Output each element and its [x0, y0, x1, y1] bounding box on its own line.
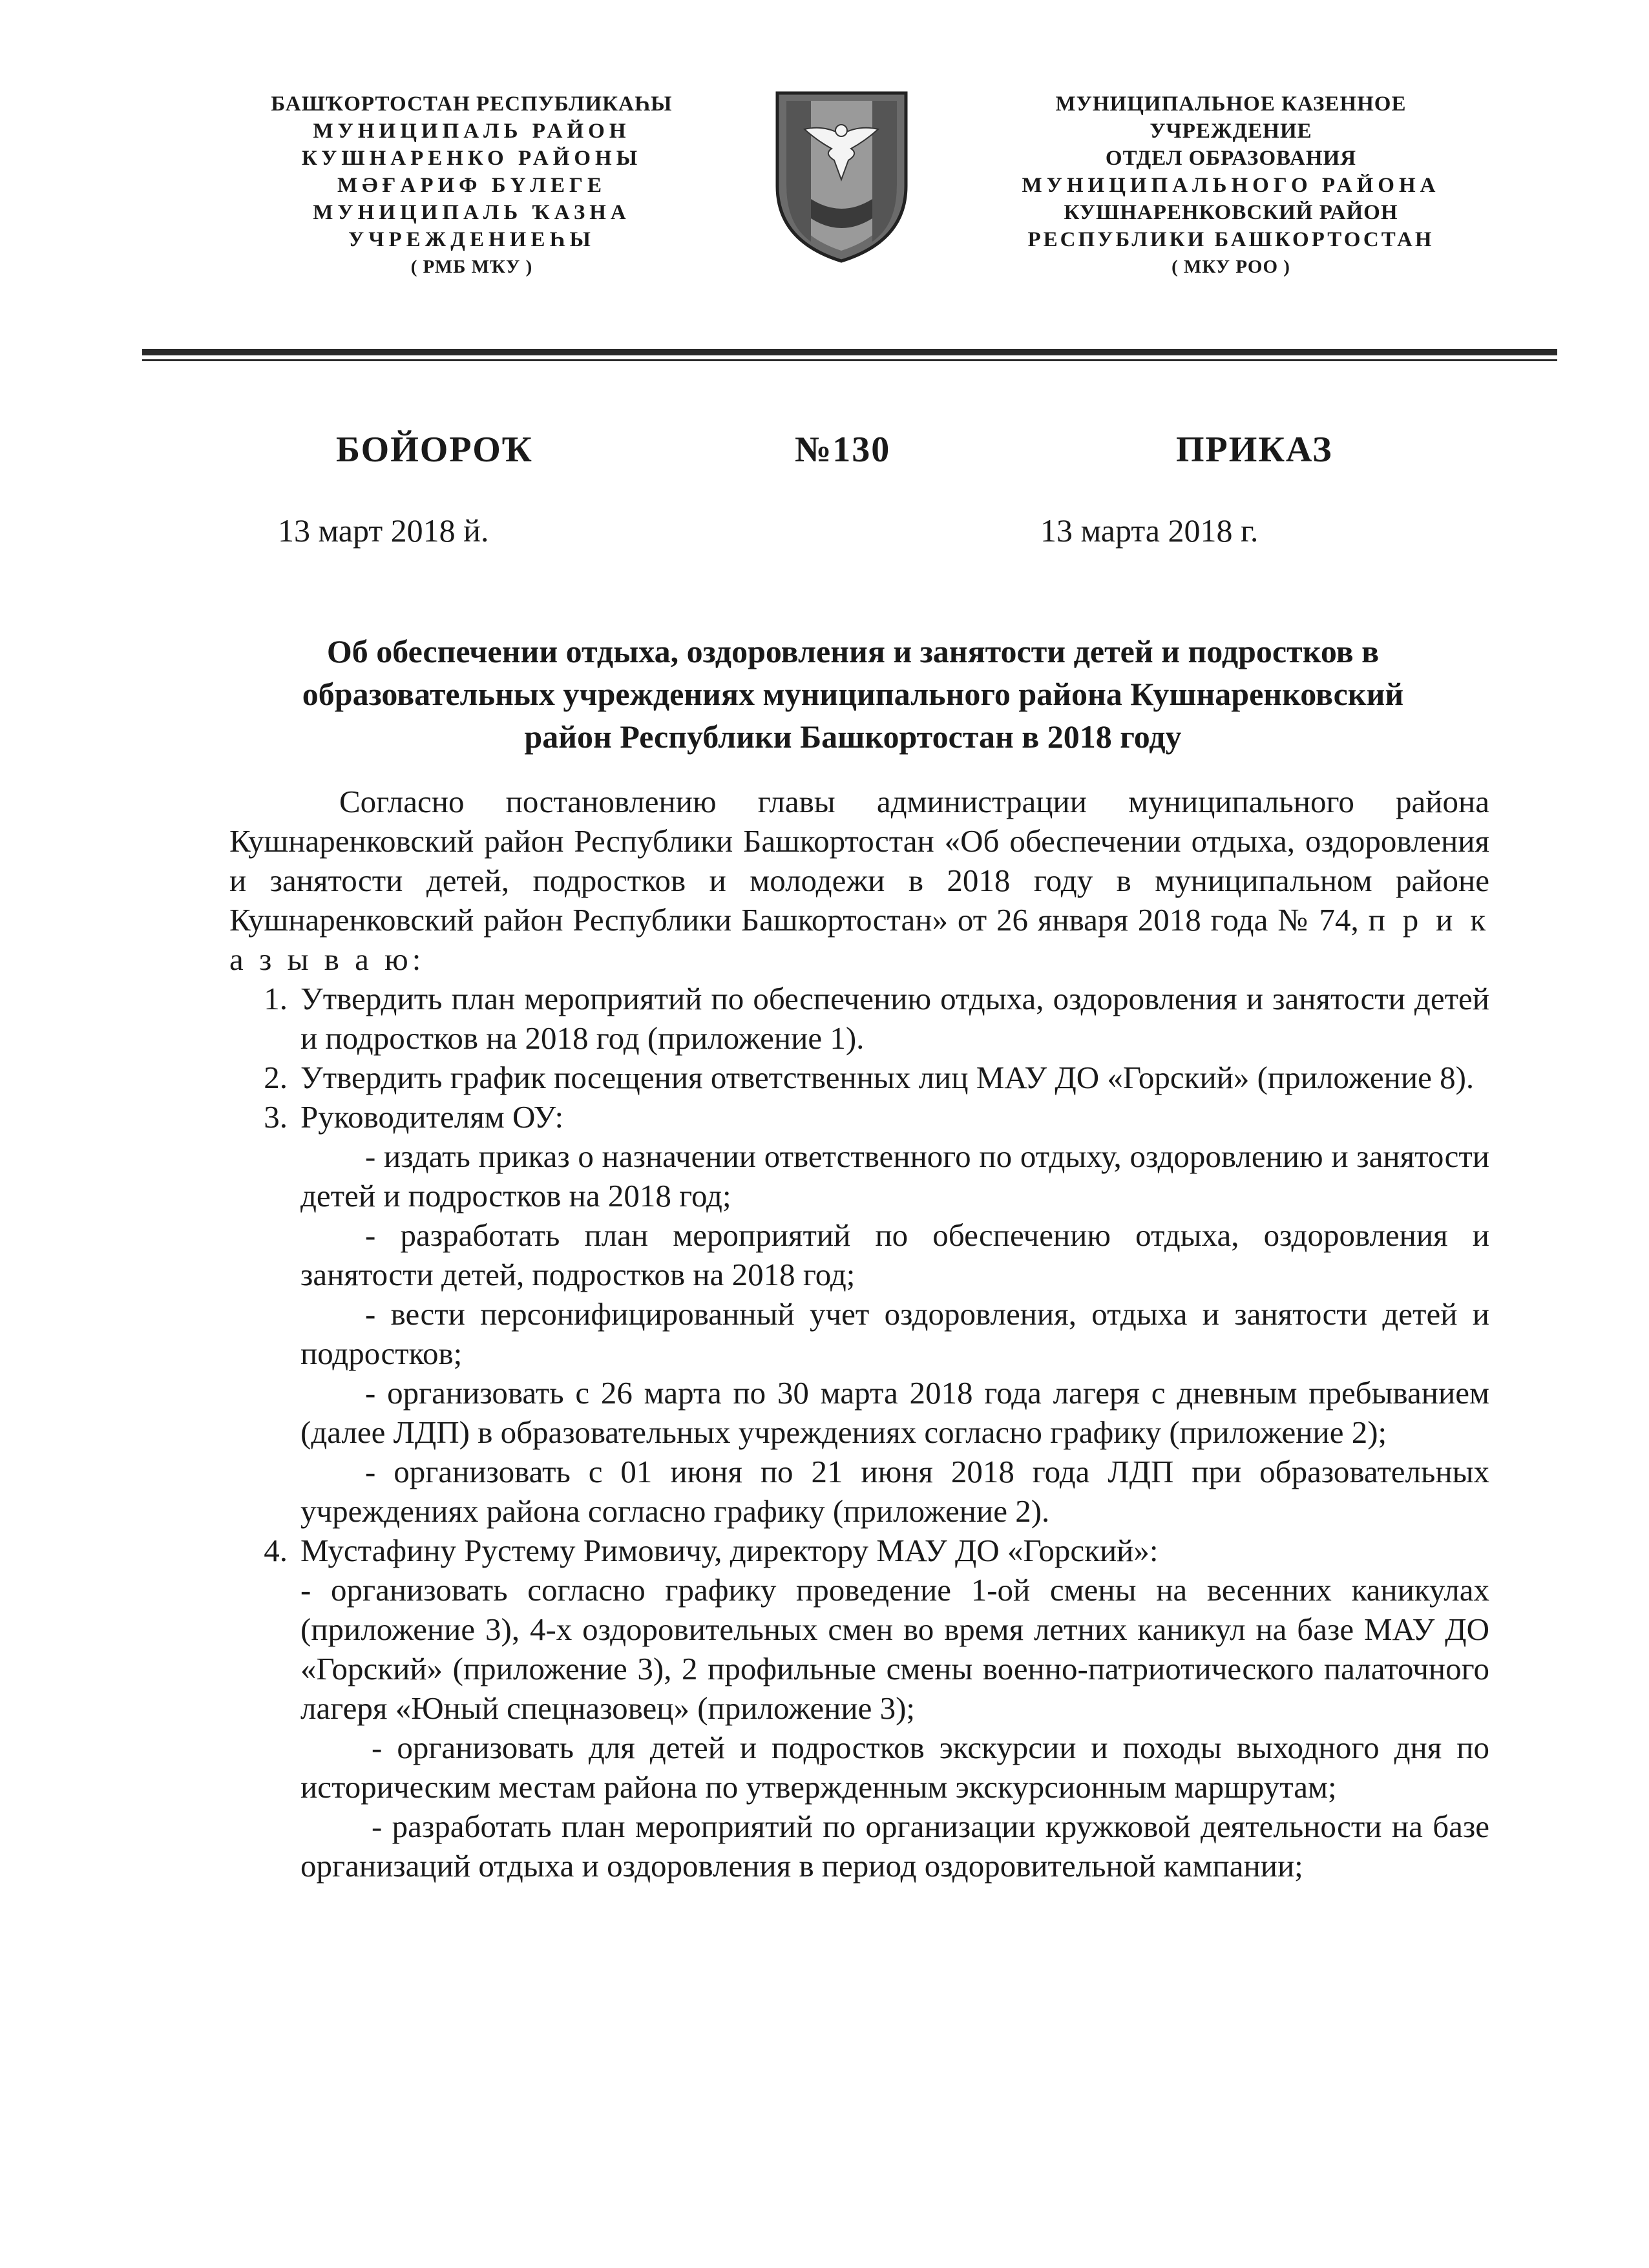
order-title-russian: ПРИКАЗ: [1176, 430, 1333, 470]
header-left-line: КУШНАРЕНКО РАЙОНЫ: [301, 147, 642, 170]
list-item: [229, 1531, 1489, 1885]
sub-item: - издать приказ о назначении ответственного по отдыху, оздоровлению и занятости детей и подростков на 2018 год;: [300, 1139, 1489, 1213]
sub-item: - вести персонифицированный учет оздоровления, отдыха и занятости детей и подростков;: [300, 1296, 1489, 1371]
order-date-russian: 13 марта 2018 г.: [1040, 512, 1259, 549]
header-right-line: МУНИЦИПАЛЬНОГО РАЙОНА: [1022, 174, 1440, 197]
intro-text: Согласно постановлению главы администрации муниципального района Кушнаренковский район Республики Башкортостан «Об обеспечении отдыха, оздоровления и занятости детей, подростков и молодежи в 2018 году в муниципальном районе Кушнаренковский район Республики Башкортостан» от 26 января 2018 года № 74,: [229, 784, 1489, 938]
sub-item: - организовать для детей и подростков экскурсии и походы выходного дня по историческим местам района по утвержденным экскурсионным маршрутам;: [300, 1730, 1489, 1805]
sub-item: - разработать план мероприятий по организации кружковой деятельности на базе организаций отдыха и оздоровления в период оздоровительной кампании;: [300, 1809, 1489, 1884]
intro-paragraph: [229, 782, 1489, 979]
item-text: Утвердить план мероприятий по обеспечению отдыха, оздоровления и занятости детей и подростков на 2018 год (приложение 1).: [300, 981, 1489, 1056]
order-body: [229, 782, 1489, 1885]
item-number: 4.: [264, 1533, 288, 1568]
header-right-line: МУНИЦИПАЛЬНОЕ КАЗЕННОЕ: [1055, 92, 1407, 116]
sub-item: - организовать с 26 марта по 30 марта 2018 года лагеря с дневным пребыванием (далее ЛДП) в образовательных учреждениях согласно графику (приложение 2);: [300, 1375, 1489, 1450]
item-text: Руководителям ОУ:: [300, 1099, 564, 1135]
subject-line: Об обеспечении отдыха, оздоровления и занятости детей и подростков в: [326, 633, 1380, 669]
order-date-bashkir: 13 март 2018 й.: [278, 512, 489, 549]
header-right-line: КУШНАРЕНКОВСКИЙ РАЙОН: [1064, 201, 1398, 224]
header-left-line: МУНИЦИПАЛЬ ҠАЗНА: [313, 201, 631, 224]
item-text: Мустафину Рустему Римовичу, директору МАУ ДО «Горский»:: [300, 1533, 1159, 1568]
header-divider: [142, 349, 1557, 355]
item-text: Утвердить график посещения ответственных лиц МАУ ДО «Горский» (приложение 8).: [300, 1060, 1475, 1095]
header-divider-thin: [142, 359, 1557, 361]
header-left-line: МӘҒАРИФ БҮЛЕГЕ: [337, 174, 607, 197]
header-right-line: ( МКУ РОО ): [1171, 257, 1290, 277]
header-left-line: ( РМБ МҠУ ): [410, 257, 533, 277]
order-subject: [187, 630, 1518, 758]
list-item: [229, 1058, 1489, 1097]
subject-line: район Республики Башкортостан в 2018 году: [524, 719, 1182, 755]
sub-item: - организовать с 01 июня по 21 июня 2018 года ЛДП при образовательных учреждениях района согласно графику (приложение 2).: [300, 1454, 1489, 1529]
coat-of-arms-icon: [772, 89, 911, 265]
header-right-line: ОТДЕЛ ОБРАЗОВАНИЯ: [1105, 147, 1357, 170]
subject-line: образовательных учреждениях муниципального района Кушнаренковский: [302, 676, 1404, 712]
order-number: №130: [795, 430, 891, 470]
header-right-line: УЧРЕЖДЕНИЕ: [1150, 120, 1312, 143]
item-number: 2.: [264, 1060, 288, 1095]
header-left: [220, 90, 724, 280]
header-right-line: РЕСПУБЛИКИ БАШКОРТОСТАН: [1027, 228, 1434, 251]
header-right: [956, 90, 1506, 280]
item-number: 3.: [264, 1099, 288, 1135]
header-left-line: УЧРЕЖДЕНИЕҺЫ: [348, 228, 595, 251]
sub-item: - разработать план мероприятий по обеспечению отдыха, оздоровления и занятости детей, подростков на 2018 год;: [300, 1217, 1489, 1292]
order-items: [229, 979, 1489, 1885]
header-left-line: БАШҠОРТОСТАН РЕСПУБЛИКАҺЫ: [271, 92, 673, 116]
header-left-line: МУНИЦИПАЛЬ РАЙОН: [313, 120, 631, 143]
sub-item: - организовать согласно графику проведение 1-ой смены на весенних каникулах (приложение 3), 4-х оздоровительных смен во время летних каникул на базе МАУ ДО «Горский» (приложение 3), 2 профильные смены военно-патриотического палаточного лагеря «Юный спецназовец» (приложение 3);: [300, 1572, 1489, 1726]
list-item: [229, 1097, 1489, 1531]
item-number: 1.: [264, 981, 288, 1016]
order-title-bashkir: БОЙОРОҠ: [336, 430, 534, 470]
list-item: [229, 979, 1489, 1058]
order-word: п р и к а з ы в а ю:: [229, 902, 1489, 977]
